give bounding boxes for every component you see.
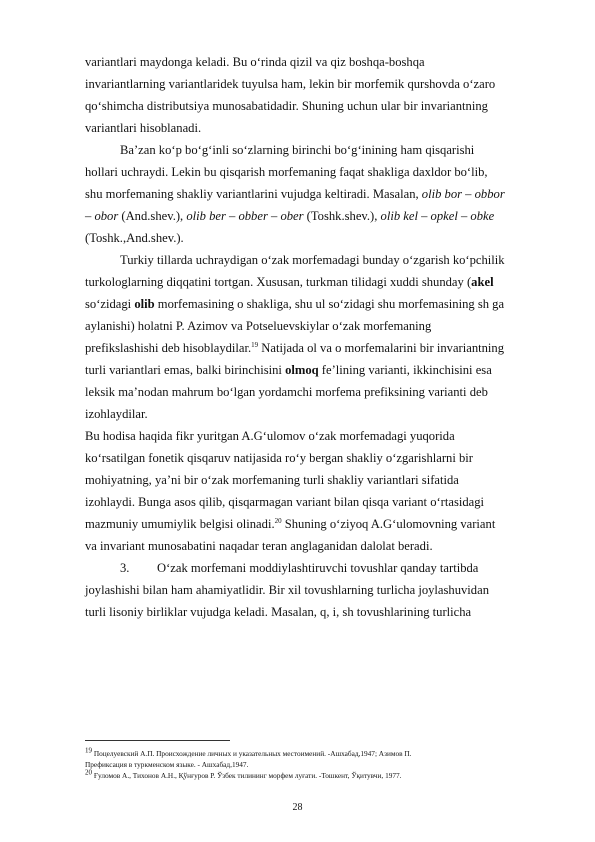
body-line: variantlari maydonga keladi. Bu o‘rinda qizil va qiz boshqa-boshqa — [85, 55, 425, 69]
body-line: izohlaydi. Bunga asos qilib, qisqarmagan variant bilan qisqa variant o‘rtasidagi — [85, 495, 485, 509]
body-text: (And.shev.), — [118, 209, 187, 223]
footnote-ref[interactable]: 19 — [251, 340, 259, 349]
example-italic: olib kel – opkel – obke — [380, 209, 495, 223]
body-text: so‘zidagi — [85, 297, 135, 311]
body-line: leksik ma’nodan mahrum bo‘lgan yordamchi morfema prefiksining varianti deb — [85, 385, 488, 399]
body-line: qo‘shimcha distributsiya munosabatidadir. Shuning uchun ular bir invariantning — [85, 99, 488, 113]
body-line — [85, 340, 504, 356]
body-line: aylanishi) holatni P. Azimov va Potseluevskiylar o‘zak morfemaning — [85, 319, 432, 333]
footnote-number: 19 — [85, 746, 92, 755]
footnote-text: Ғуломов А., Тихонов А.Н., Қўнғуров Р. Ўзбек тилининг морфем луғати. -Тошкент, Ўқитувчи, 1977. — [93, 771, 402, 780]
body-line: turli lisoniy birliklar vujudga keladi. Masalan, q, i, sh tovushlarining turlicha — [85, 605, 472, 619]
body-line: izohlaydilar. — [85, 407, 148, 421]
numbered-item-marker: 3. — [120, 561, 130, 575]
body-text: shu morfemaning shakliy variantlarini vujudga keltiradi. Masalan, — [85, 187, 422, 201]
footnote-separator — [85, 740, 230, 741]
body-line: O‘zak morfemani moddiylashtiruvchi tovushlar qanday tartibda — [157, 561, 479, 575]
example-italic: olib bor – obbor — [421, 187, 505, 201]
body-line: (Toshk.,And.shev.). — [85, 231, 184, 245]
body-line: mohiyatning, ya’ni bir o‘zak morfemaning turli shakliy variantlari sifatida — [85, 473, 459, 487]
example-italic: olib ber – obber – ober — [186, 209, 304, 223]
body-text: morfemasining o shakliga, shu ul so‘zidagi shu morfemasining sh ga — [154, 297, 505, 311]
footnote-text: Поцелуевский А.П. Происхождение личных и указательных местоимений. -Ашхабад,1947; Азимов П. — [93, 749, 412, 758]
example-italic: – obor — [85, 209, 119, 223]
example-bold: olmoq — [285, 363, 319, 377]
body-text: mazmuniy umumiylik belgisi olinadi. — [85, 517, 275, 531]
body-line — [85, 516, 495, 532]
body-line — [85, 274, 494, 290]
footnote-number: 20 — [85, 768, 92, 777]
body-line — [85, 208, 494, 224]
body-text: prefikslashishi deb hisoblaydilar. — [85, 341, 252, 355]
body-text: Shuning o‘ziyoq A.G‘ulomovning variant — [281, 517, 496, 531]
footnote — [85, 760, 248, 769]
body-line — [85, 296, 504, 312]
body-line: Turkiy tillarda uchraydigan o‘zak morfemadagi bunday o‘zgarish ko‘pchilik — [120, 253, 505, 267]
footnote-ref[interactable]: 20 — [274, 516, 282, 525]
body-text: (Toshk.shev.), — [303, 209, 381, 223]
body-text: turkologlarning diqqatini tortgan. Xususan, turkman tilidagi xuddi shunday ( — [85, 275, 472, 289]
footnote-text: Префиксация в туркменском языке. - Ашхабад,1947. — [85, 760, 249, 769]
body-line: Ba’zan ko‘p bo‘g‘inli so‘zlarning birinchi bo‘g‘inining ham qisqarishi — [120, 143, 475, 157]
body-line: hollari uchraydi. Lekin bu qisqarish morfemaning faqat shakliga daxldor bo‘lib, — [85, 165, 488, 179]
body-line: va invariant munosabatini naqadar teran anglaganidan dalolat beradi. — [85, 539, 433, 553]
body-line: joylashishi bilan ham ahamiyatlidir. Bir xil tovushlarning turlicha joylashuvidan — [85, 583, 489, 597]
body-line: invariantlarning variantlaridek tuyulsa ham, lekin bir morfemik qurshovda o‘zaro — [85, 77, 496, 91]
body-text: Natijada ol va o morfemalarini bir invariantning — [258, 341, 505, 355]
body-line: variantlari hisoblanadi. — [85, 121, 202, 135]
body-line — [85, 186, 505, 202]
footnote — [85, 768, 402, 780]
body-line: Bu hodisa haqida fikr yuritgan A.G‘ulomov o‘zak morfemadagi yuqorida — [85, 429, 455, 443]
example-bold: akel — [471, 275, 494, 289]
example-bold: olib — [134, 297, 155, 311]
body-text: fe’lining varianti, ikkinchisini esa — [318, 363, 492, 377]
page-number: 28 — [292, 802, 303, 813]
footnote — [85, 746, 412, 758]
body-text: turli variantlari emas, balki birinchisini — [85, 363, 286, 377]
body-line: ko‘rsatilgan fonetik qisqaruv natijasida ro‘y bergan shakliy o‘zgarishlarni bir — [85, 451, 473, 465]
body-line — [85, 362, 492, 378]
